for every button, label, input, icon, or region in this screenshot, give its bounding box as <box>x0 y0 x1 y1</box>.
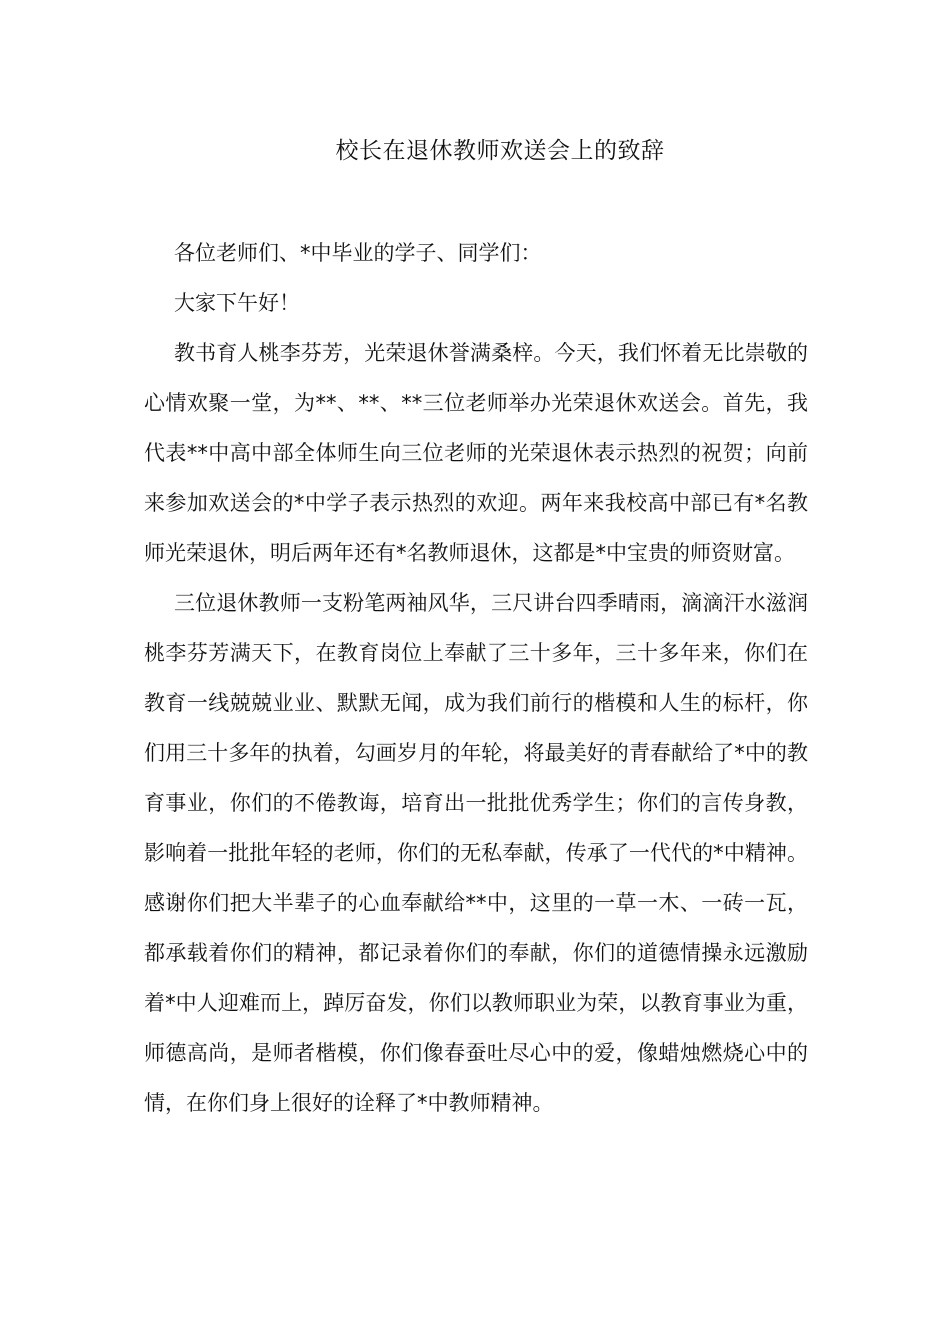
document-title: 校长在退休教师欢送会上的致辞 <box>335 138 665 164</box>
salutation-paragraph: 各位老师们、*中毕业的学子、同学们： <box>174 241 542 265</box>
body-paragraph: 三位退休教师一支粉笔两袖风华，三尺讲台四季晴雨，滴滴汗水滋润桃李芬芳满天下，在教育岗位上奉献了三十多年，三十多年来，你们在教育一线兢兢业业、默默无闻，成为我们前行的楷模和人生的标杆，你们用三十多年的执着，勾画岁月的年轮，将最美好的青春献给了*中的教育事业，你们的不倦教诲，培育出一批批优秀学生；你们的言传身教，影响着一批批年轻的老师，你们的无私奉献，传承了一代代的*中精神。感谢你们把大半辈子的心血奉献给**中，这里的一草一木、一砖一瓦，都承载着你们的精神，都记录着你们的奉献，你们的道德情操永远激励着*中人迎难而上，踔厉奋发，你们以教师职业为荣，以教育事业为重，师德高尚，是师者楷模，你们像春蚕吐尽心中的爱，像蜡烛燃烧心中的情，在你们身上很好的诠释了*中教师精神。 <box>144 591 808 1115</box>
body-paragraph: 教书育人桃李芬芳，光荣退休誉满桑梓。今天，我们怀着无比崇敬的心情欢聚一堂，为**、**、**三位老师举办光荣退休欢送会。首先，我代表**中高中部全体师生向三位老师的光荣退休表示热烈的祝贺；向前来参加欢送会的*中学子表示热烈的欢迎。两年来我校高中部已有*名教师光荣退休，明后两年还有*名教师退休，这都是*中宝贵的师资财富。 <box>144 341 808 565</box>
greeting-paragraph: 大家下午好！ <box>174 291 300 315</box>
document-body <box>144 228 808 1128</box>
